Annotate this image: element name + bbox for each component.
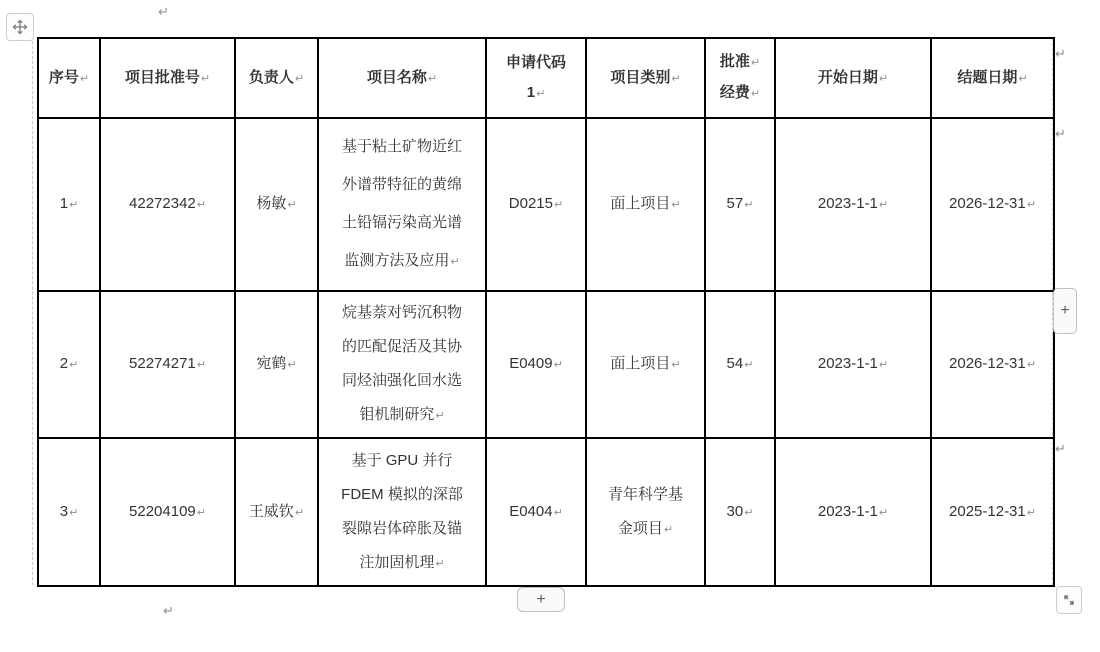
end-of-cell-mark: ↵ [750, 56, 761, 69]
end-of-cell-mark: ↵ [450, 255, 460, 268]
end-of-cell-mark: ↵ [671, 198, 681, 211]
column-header-application_code[interactable]: 申请代码 1↵ [486, 38, 586, 118]
end-of-row-mark: ↵ [1055, 442, 1066, 457]
cell-serial[interactable]: 2↵ [38, 291, 100, 438]
column-header-approval_no[interactable]: 项目批准号↵ [100, 38, 235, 118]
end-of-cell-mark: ↵ [287, 358, 297, 371]
column-header-leader[interactable]: 负责人↵ [235, 38, 318, 118]
end-of-cell-mark: ↵ [196, 505, 206, 519]
end-of-cell-mark: ↵ [750, 87, 761, 100]
table-resize-handle[interactable] [1056, 586, 1082, 614]
end-of-cell-mark: ↵ [878, 505, 889, 519]
cell-end_date[interactable]: 2026-12-31↵ [931, 118, 1054, 291]
end-of-cell-mark: ↵ [553, 505, 563, 519]
cell-end_date[interactable]: 2025-12-31↵ [931, 438, 1054, 586]
end-of-cell-mark: ↵ [671, 71, 681, 85]
paragraph-mark: ↵ [163, 604, 174, 619]
end-of-cell-mark: ↵ [1026, 198, 1036, 211]
projects-table [37, 37, 1055, 587]
end-of-cell-mark: ↵ [878, 358, 889, 371]
end-of-row-mark: ↵ [1055, 127, 1066, 142]
end-of-cell-mark: ↵ [294, 505, 305, 519]
end-of-cell-mark: ↵ [435, 556, 445, 570]
end-of-cell-mark: ↵ [294, 71, 305, 85]
column-header-project_name[interactable]: 项目名称↵ [318, 38, 486, 118]
end-of-row-mark: ↵ [1055, 47, 1066, 62]
cell-serial[interactable]: 1↵ [38, 118, 100, 291]
cell-budget[interactable]: 57↵ [705, 118, 775, 291]
cell-leader[interactable]: 杨敏↵ [235, 118, 318, 291]
end-of-cell-mark: ↵ [663, 522, 674, 536]
end-of-cell-mark: ↵ [69, 198, 79, 211]
column-header-serial[interactable]: 序号↵ [38, 38, 100, 118]
end-of-cell-mark: ↵ [196, 198, 206, 211]
column-header-end_date[interactable]: 结题日期↵ [931, 38, 1054, 118]
table-row [38, 291, 1054, 438]
end-of-cell-mark: ↵ [878, 71, 889, 85]
cell-serial[interactable]: 3↵ [38, 438, 100, 586]
cell-application_code[interactable]: E0409↵ [486, 291, 586, 438]
end-of-cell-mark: ↵ [435, 409, 445, 422]
end-of-cell-mark: ↵ [553, 358, 563, 371]
cell-approval_no[interactable]: 52274271↵ [100, 291, 235, 438]
end-of-cell-mark: ↵ [1026, 505, 1036, 519]
column-header-category[interactable]: 项目类别↵ [586, 38, 705, 118]
cell-budget[interactable]: 54↵ [705, 291, 775, 438]
end-of-cell-mark: ↵ [744, 358, 754, 371]
cell-approval_no[interactable]: 42272342↵ [100, 118, 235, 291]
text-boundary-left-guide [32, 41, 33, 585]
end-of-cell-mark: ↵ [536, 86, 546, 100]
move-arrows-icon [11, 18, 29, 36]
insert-row-button[interactable]: + [517, 587, 565, 612]
end-of-cell-mark: ↵ [69, 505, 79, 519]
table-row [38, 118, 1054, 291]
table-row [38, 438, 1054, 586]
end-of-cell-mark: ↵ [878, 198, 889, 211]
end-of-cell-mark: ↵ [196, 358, 206, 371]
table-move-handle[interactable] [6, 13, 34, 41]
cell-category[interactable]: 面上项目↵ [586, 118, 705, 291]
end-of-cell-mark: ↵ [287, 198, 297, 211]
cell-application_code[interactable]: D0215↵ [486, 118, 586, 291]
end-of-cell-mark: ↵ [671, 358, 681, 371]
cell-application_code[interactable]: E0404↵ [486, 438, 586, 586]
paragraph-mark: ↵ [158, 5, 169, 20]
cell-category[interactable]: 面上项目↵ [586, 291, 705, 438]
table-header-row [38, 38, 1054, 118]
cell-start_date[interactable]: 2023-1-1↵ [775, 438, 931, 586]
cell-leader[interactable]: 宛鹤↵ [235, 291, 318, 438]
end-of-cell-mark: ↵ [553, 198, 564, 211]
cell-leader[interactable]: 王威钦↵ [235, 438, 318, 586]
end-of-cell-mark: ↵ [79, 71, 90, 85]
cell-category[interactable]: 青年科学基 金项目↵ [586, 438, 705, 586]
end-of-cell-mark: ↵ [1018, 71, 1028, 85]
diagonal-resize-icon [1061, 592, 1077, 608]
cell-approval_no[interactable]: 52204109↵ [100, 438, 235, 586]
column-header-start_date[interactable]: 开始日期↵ [775, 38, 931, 118]
end-of-cell-mark: ↵ [1026, 358, 1036, 371]
insert-column-button[interactable]: + [1053, 288, 1077, 334]
end-of-cell-mark: ↵ [69, 358, 79, 371]
end-of-cell-mark: ↵ [200, 71, 211, 85]
cell-project_name[interactable]: 基于粘土矿物近红 外谱带特征的黄绵 土铅镉污染高光谱 监测方法及应用↵ [318, 118, 486, 291]
end-of-cell-mark: ↵ [744, 198, 754, 211]
column-header-budget[interactable]: 批准↵ 经费↵ [705, 38, 775, 118]
cell-project_name[interactable]: 烷基萘对钙沉积物 的匹配促活及其协 同烃油强化回水选 钼机制研究↵ [318, 291, 486, 438]
cell-budget[interactable]: 30↵ [705, 438, 775, 586]
cell-project_name[interactable]: 基于 GPU 并行 FDEM 模拟的深部 裂隙岩体碎胀及锚 注加固机理↵ [318, 438, 486, 586]
cell-end_date[interactable]: 2026-12-31↵ [931, 291, 1054, 438]
end-of-cell-mark: ↵ [427, 71, 438, 85]
cell-start_date[interactable]: 2023-1-1↵ [775, 118, 931, 291]
cell-start_date[interactable]: 2023-1-1↵ [775, 291, 931, 438]
end-of-cell-mark: ↵ [744, 505, 754, 519]
